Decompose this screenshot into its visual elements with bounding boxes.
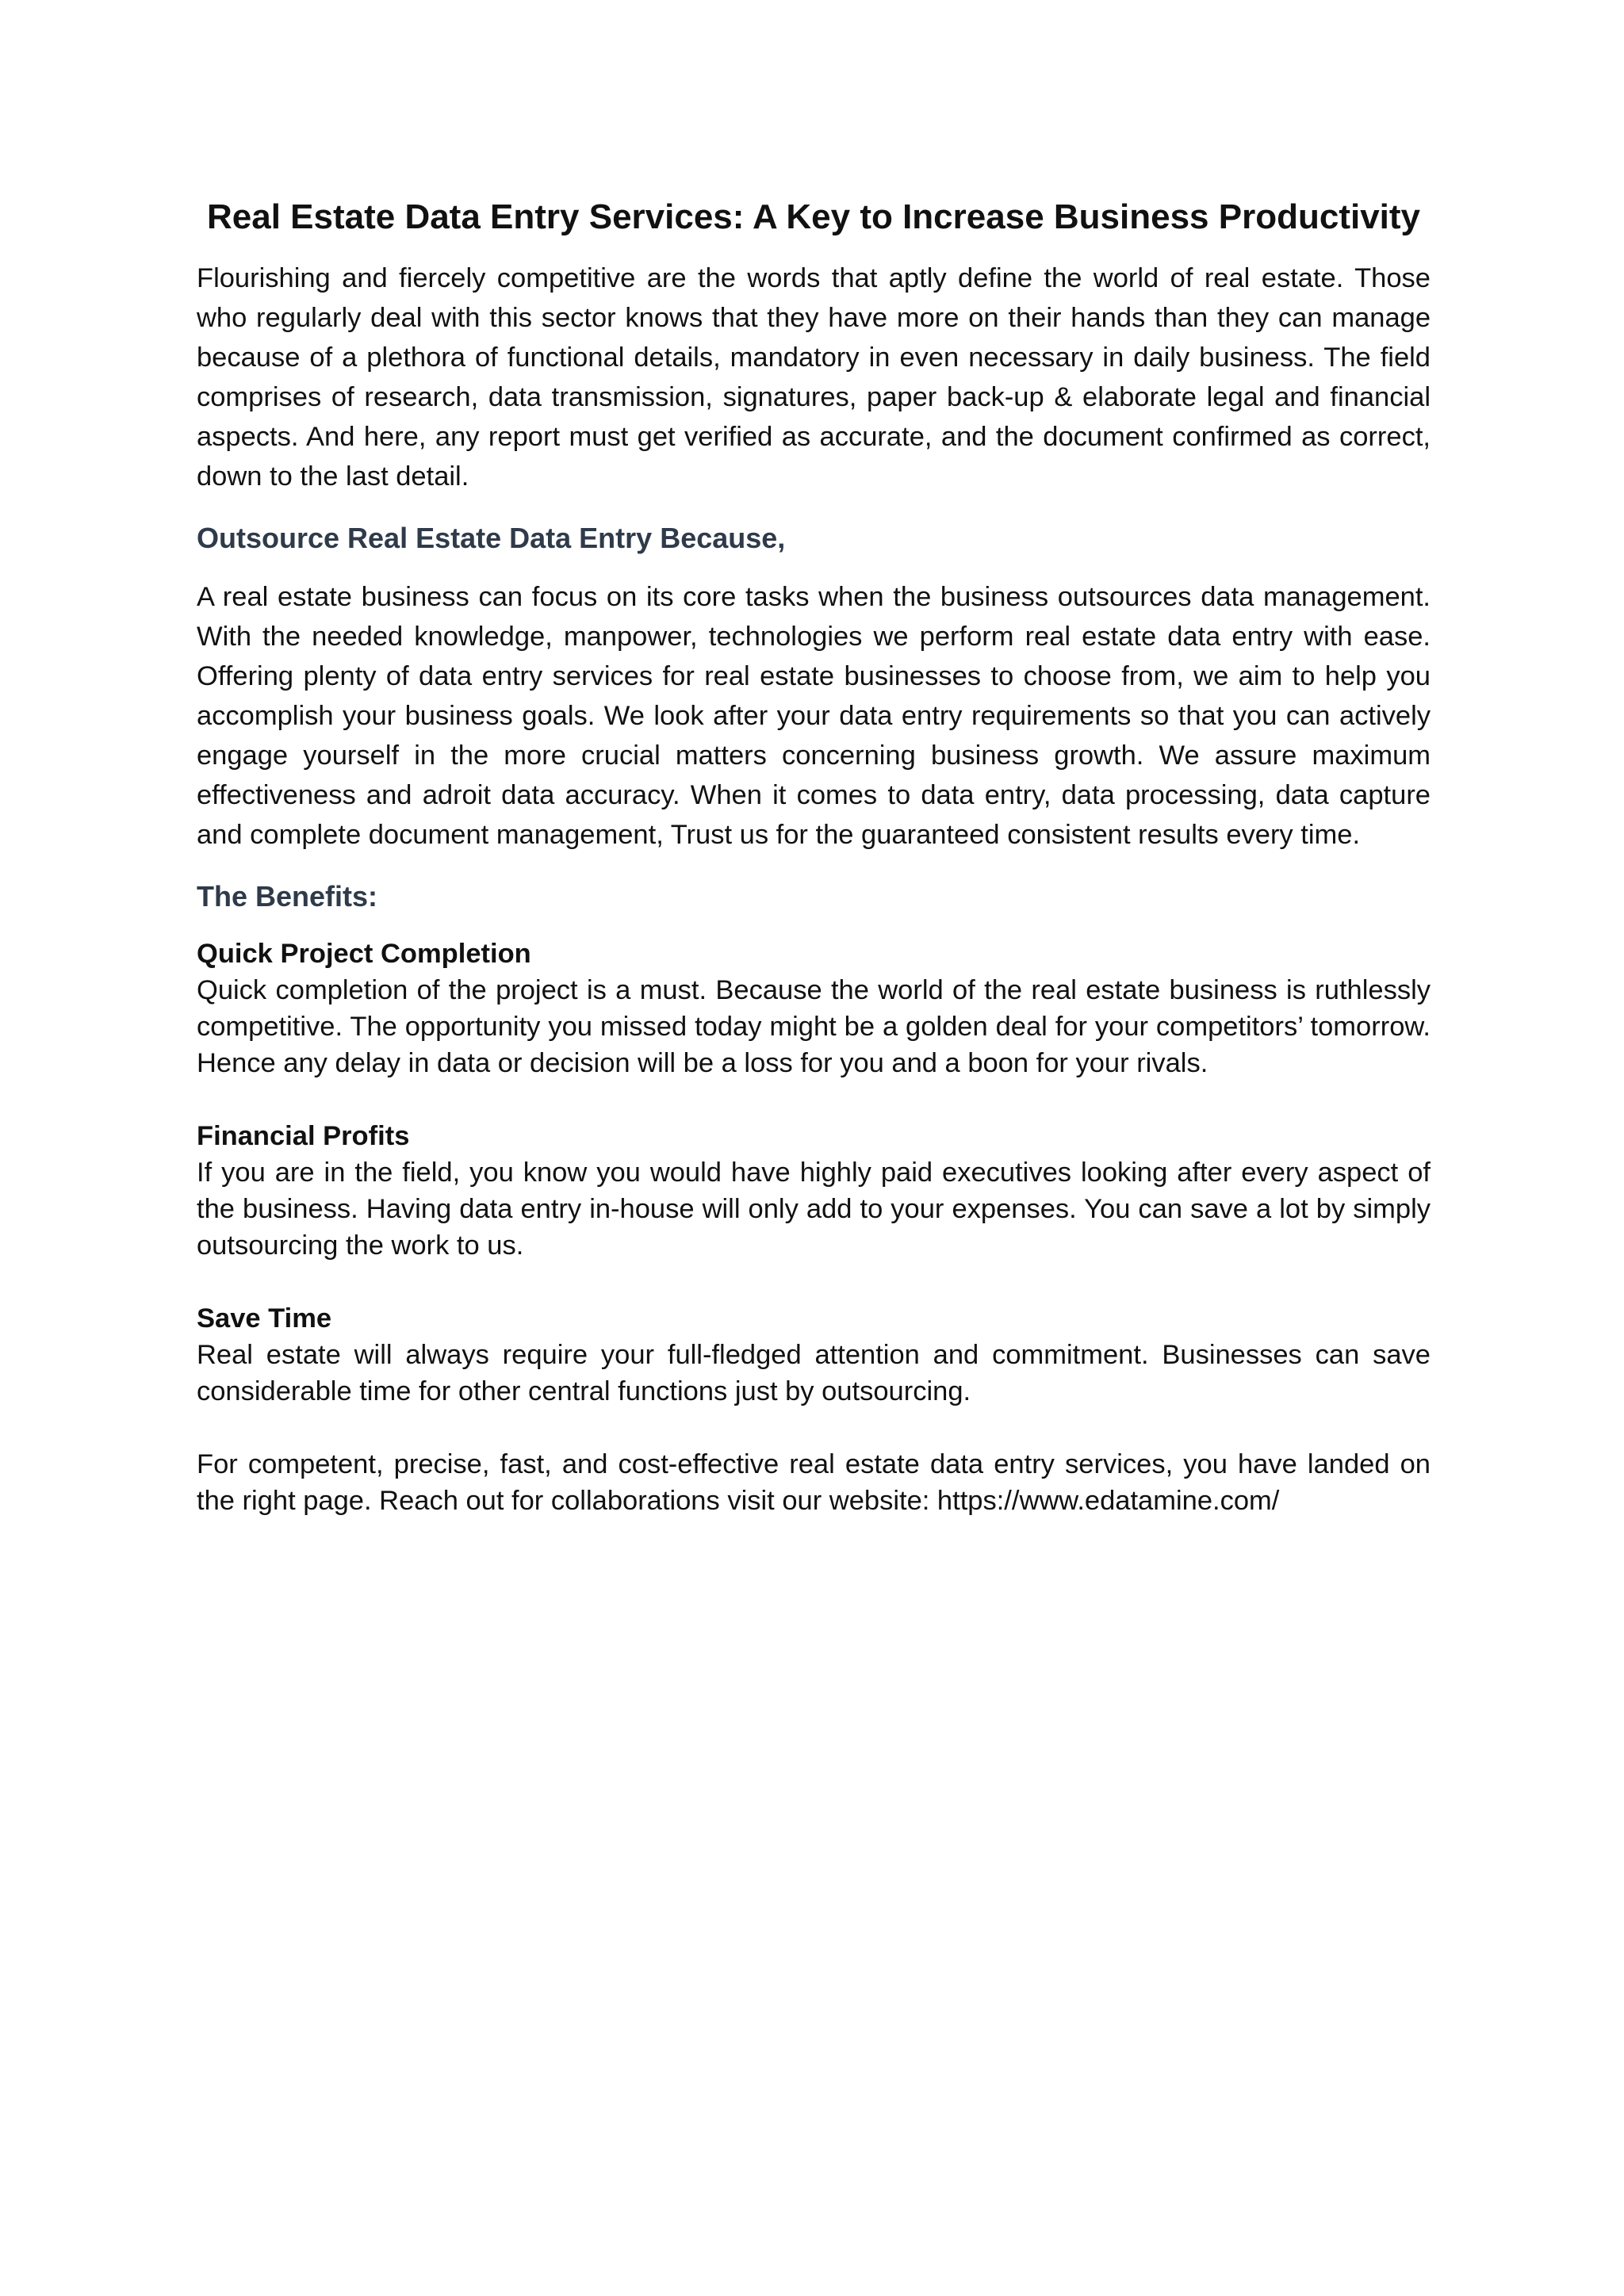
benefit-quick-project-completion [197,936,1431,1081]
paragraph-gap [197,1264,1431,1300]
benefit-text: If you are in the field, you know you would have highly paid executives looking after every aspect of the business. Having data entry in-house will only add to your expenses. You can save a lot by simply outsourcing the work to us. [197,1158,1431,1261]
section-heading-benefits: The Benefits: [197,880,378,913]
paragraph-gap [197,1081,1431,1118]
paragraph-gap [197,1410,1431,1446]
benefit-financial-profits [197,1118,1431,1264]
document-title: Real Estate Data Entry Services: A Key to Increase Business Productivity [206,197,1421,236]
outsource-paragraph: A real estate business can focus on its core tasks when the business outsources data management. With the needed knowledge, manpower, technologies we perform real estate data entry with ease. Offering plenty of data entry services for real estate businesses to choose from, we aim to help you accomplish your business goals. We look after your data entry requirements so that you can actively engage yourself in the more crucial matters concerning business growth. We assure maximum effectiveness and adroit data accuracy. When it comes to data entry, data processing, data capture and complete document management, Trust us for the guaranteed consistent results every time. [197,582,1431,850]
benefit-text: Quick completion of the project is a must. Because the world of the real estate business is ruthlessly competitive. The opportunity you missed today might be a golden deal for your competitors’ tomorrow. Hence any delay in data or decision will be a loss for you and a boon for your rivals. [197,975,1431,1078]
benefit-text: Real estate will always require your full-fledged attention and commitment. Businesses can save considerable time for other central functions just by outsourcing. [197,1340,1431,1406]
benefit-title: Save Time [197,1303,332,1334]
benefit-title: Quick Project Completion [197,939,531,969]
intro-paragraph: Flourishing and fiercely competitive are the words that aptly define the world of real estate. Those who regularly deal with this sector knows that they have more on their hands than they can manage because of a plethora of functional details, mandatory in even necessary in daily business. The field comprises of research, data transmission, signatures, paper back-up & elaborate legal and financial aspects. And here, any report must get verified as accurate, and the document confirmed as correct, down to the last detail. [197,263,1431,492]
benefit-save-time [197,1300,1431,1410]
closing-paragraph: For competent, precise, fast, and cost-effective real estate data entry services, you have landed on the right page. Reach out for collaborations visit our website: https://www.edatamine.com/ [197,1449,1431,1516]
document-content [197,193,1431,1519]
benefit-title: Financial Profits [197,1121,410,1151]
section-heading-outsource: Outsource Real Estate Data Entry Because, [197,522,786,554]
